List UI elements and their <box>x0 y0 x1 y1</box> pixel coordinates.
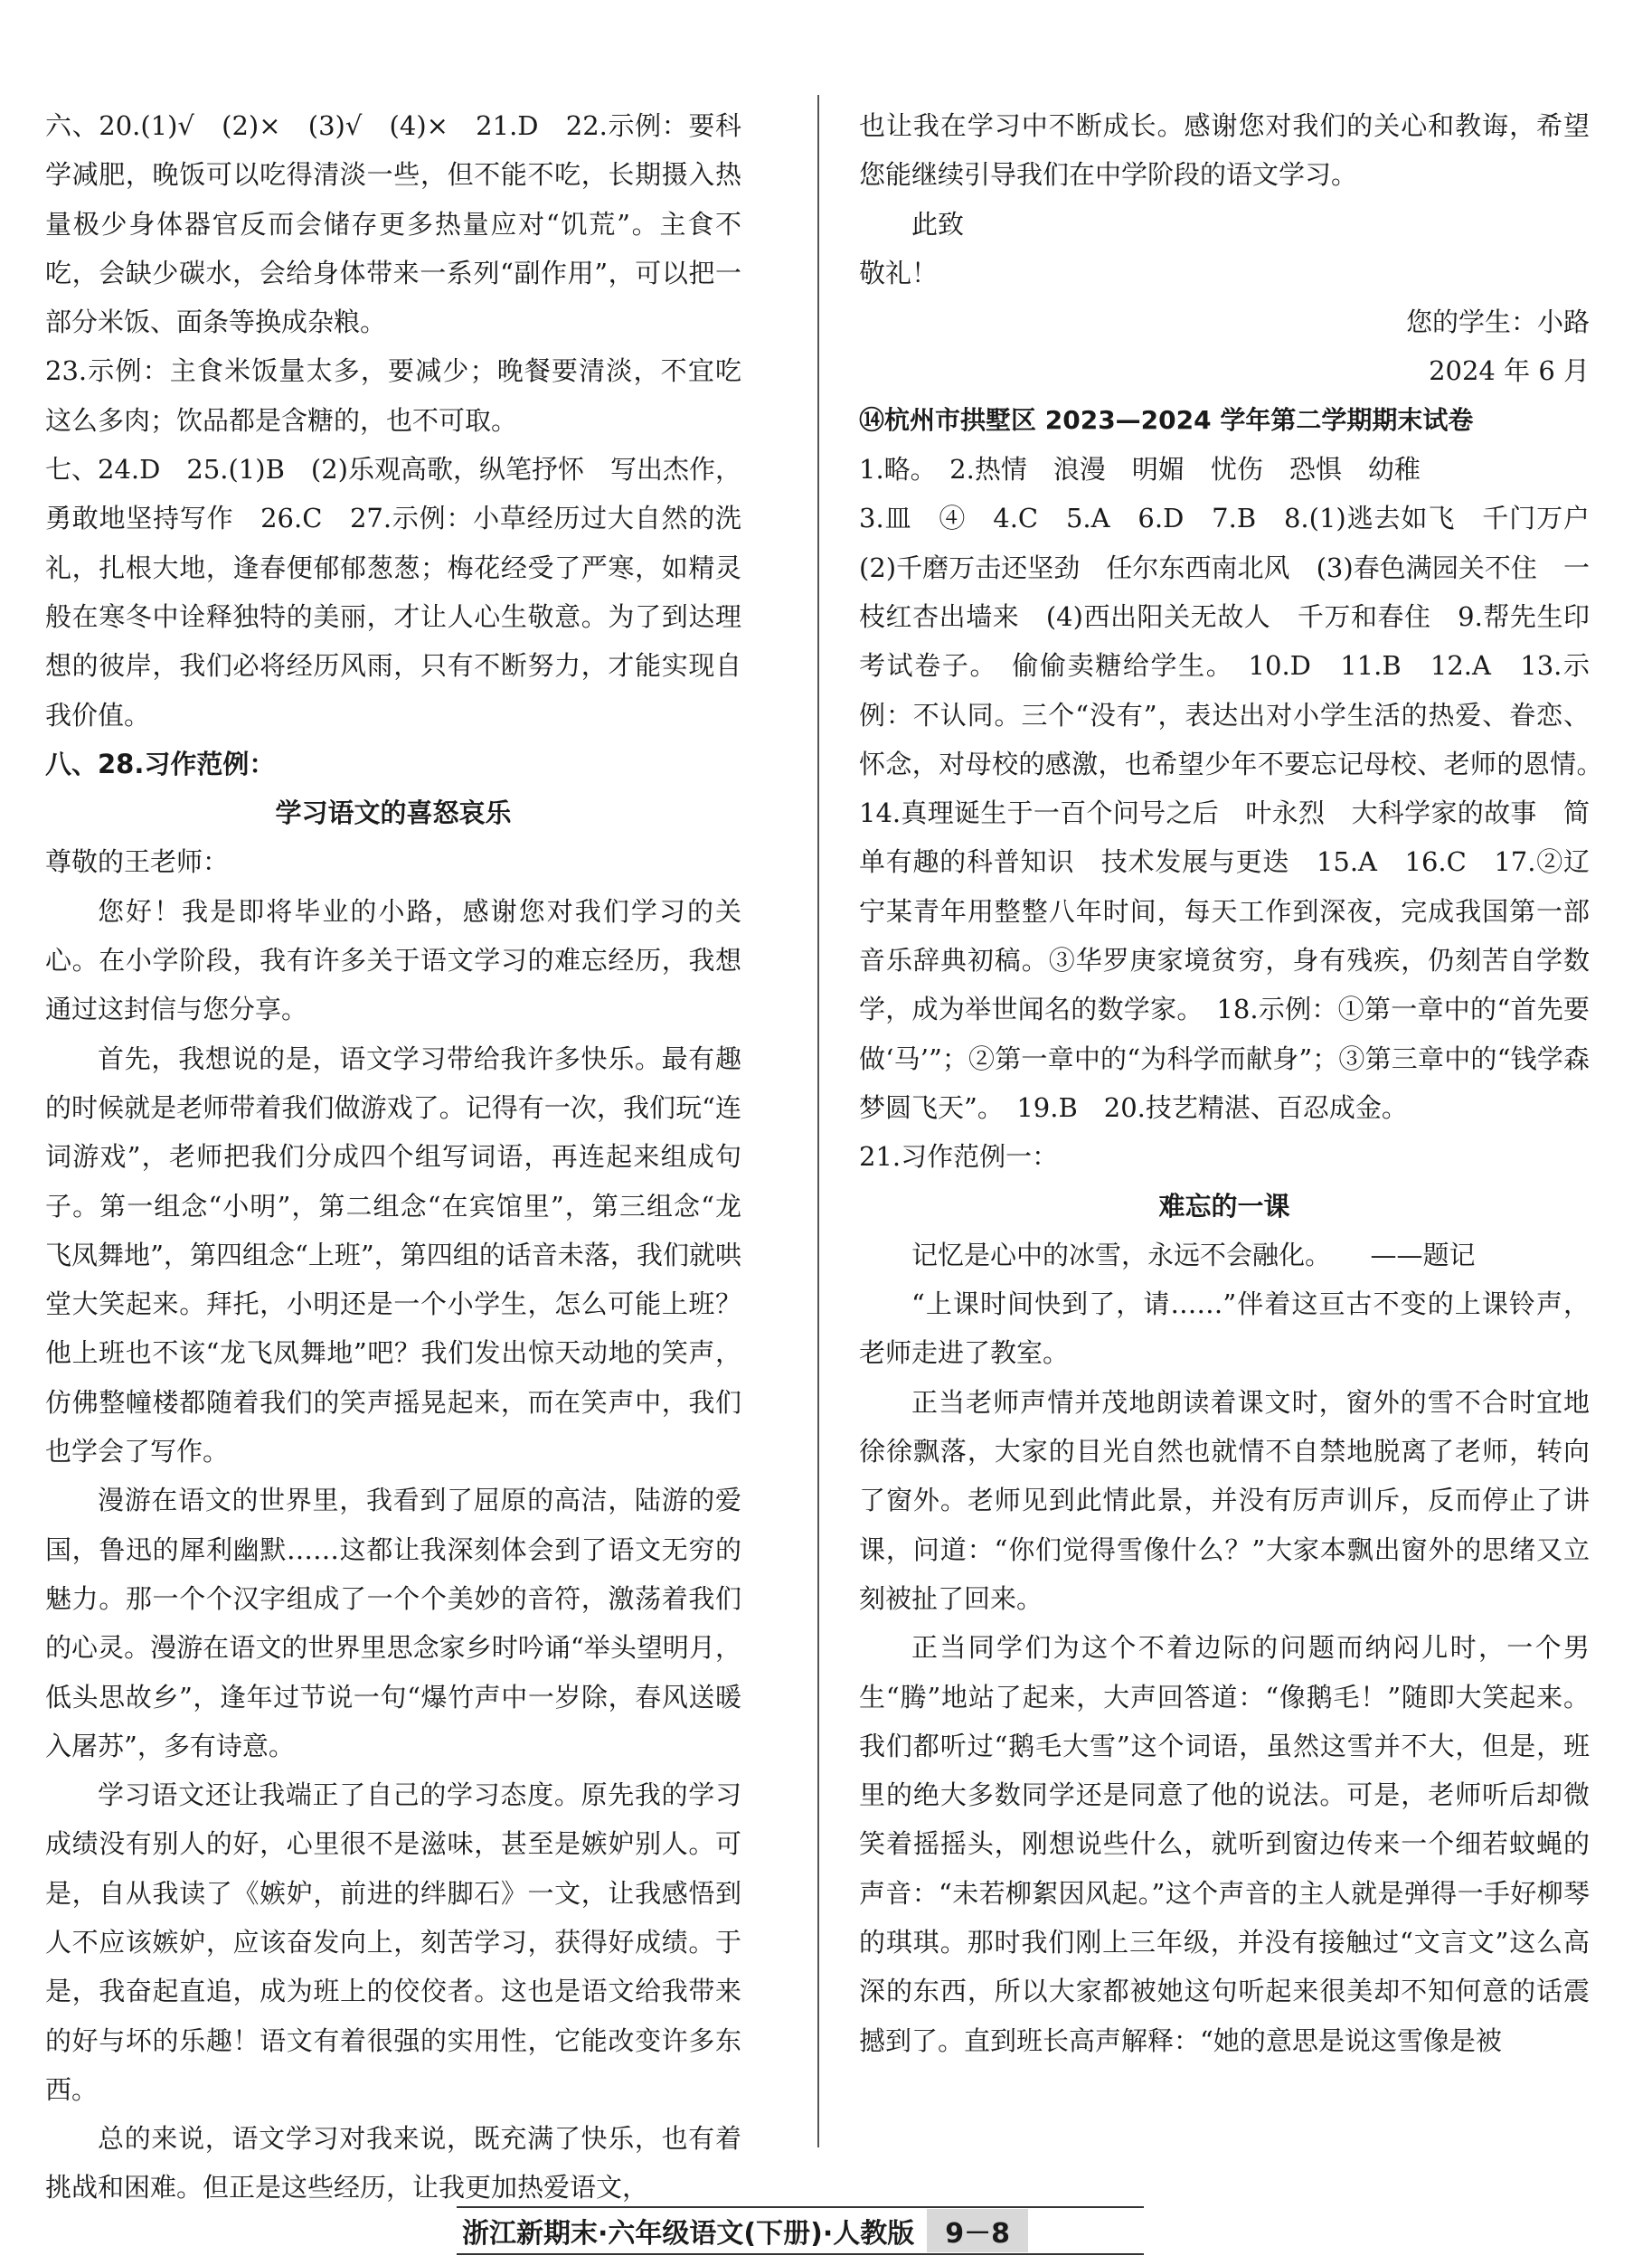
epigraph: 记忆是心中的冰雪，永远不会融化。 ——题记 <box>911 1239 1476 1270</box>
letter-end: 也让我在学习中不断成长。感谢您对我们的关心和教诲，希望您能继续引导我们在中学阶段的语文学习。 <box>859 110 1590 191</box>
answer-line: 1.略。 2.热情 浪漫 明媚 忧伤 恐惧 幼稚 <box>859 454 1421 486</box>
right-column <box>859 101 1617 2065</box>
page-number: 9－8 <box>927 2209 1028 2252</box>
essay-paragraph: 首先，我想说的是，语文学习带给我许多快乐。最有趣的时候就是老师带着我们做游戏了。记得有一次，我们玩“连词游戏”，老师把我们分成四个组写词语，再连起来组成句子。第一组念“小明”，第二组念“在宾馆里”，第三组念“龙飞凤舞地”，第四组念“上班”，第四组的话音未落，我们就哄堂大笑起来。拜托，小明还是一个小学生，怎么可能上班？他上班也不该“龙飞凤舞地”吧？我们发出惊天动地的笑声，仿佛整幢楼都随着我们的笑声摇晃起来，而在笑声中，我们也学会了写作。 <box>45 1043 741 1468</box>
answer-block-6: 六、20.(1)√ (2)× (3)√ (4)× 21.D 22.示例：要科学减肥，晚饭可以吃得清淡一些，但不能不吃，长期摄入热量极少身体器官反而会储存更多热量应对“饥荒”。主食不吃，会缺少碳水，会给身体带来一系列“副作用”，可以把一部分米饭、面条等换成杂粮。 <box>45 110 741 338</box>
exam-title: ⑭杭州市拱墅区 2023—2024 学年第二学期期末试卷 <box>859 404 1474 435</box>
essay-label: 21.习作范例一： <box>859 1141 1059 1173</box>
answer-block-7: 七、24.D 25.(1)B (2)乐观高歌，纵笔抒怀 写出杰作，勇敢地坚持写作 26.C 27.示例：小草经历过大自然的洗礼，扎根大地，逢春便郁郁葱葱；梅花经受了严寒，如精灵般在寒冬中诠释独特的美丽，才让人心生敬意。为了到达理想的彼岸，我们必将经历风雨，只有不断努力，才能实现自我价值。 <box>45 454 741 731</box>
essay-paragraph: “上课时间快到了，请……”伴着这亘古不变的上课铃声，老师走进了教室。 <box>859 1288 1590 1369</box>
essay-paragraph: 学习语文还让我端正了自己的学习态度。原先我的学习成绩没有别人的好，心里很不是滋味，甚至是嫉妒别人。可是，自从我读了《嫉妒，前进的绊脚石》一文，让我感悟到人不应该嫉妒，应该奋发向上，刻苦学习，获得好成绩。于是，我奋起直追，成为班上的佼佼者。这也是语文给我带来的好与坏的乐趣！语文有着很强的实用性，它能改变许多东西。 <box>45 1779 741 2105</box>
letter-date: 2024 年 6 月 <box>1429 355 1590 387</box>
essay-paragraph: 漫游在语文的世界里，我看到了屈原的高洁，陆游的爱国，鲁迅的犀利幽默……这都让我深刻体会到了语文无穷的魅力。那一个个汉字组成了一个个美妙的音符，激荡着我们的心灵。漫游在语文的世界里思念家乡时吟诵“举头望明月，低头思故乡”，逢年过节说一句“爆竹声中一岁除，春风送暖入屠苏”，多有诗意。 <box>45 1485 741 1761</box>
closing-line-2: 敬礼！ <box>859 257 939 288</box>
answer-23: 23.示例：主食米饭量太多，要减少；晚餐要清淡，不宜吃这么多肉；饮品都是含糖的，也不可取。 <box>45 355 741 436</box>
essay-paragraph: 总的来说，语文学习对我来说，既充满了快乐，也有着挑战和困难。但正是这些经历，让我更加热爱语文， <box>45 2123 741 2204</box>
essay-paragraph: 正当老师声情并茂地朗读着课文时，窗外的雪不合时宜地徐徐飘落，大家的目光自然也就情不自禁地脱离了老师，转向了窗外。老师见到此情此景，并没有厉声训斥，反而停止了讲课，问道：“你们觉得雪像什么？”大家本飘出窗外的思绪又立刻被扯了回来。 <box>859 1386 1590 1614</box>
page-footer <box>457 2206 1144 2255</box>
salutation: 尊敬的王老师： <box>45 846 230 878</box>
essay-paragraph: 您好！我是即将毕业的小路，感谢您对我们学习的关心。在小学阶段，我有许多关于语文学习的难忘经历，我想通过这封信与您分享。 <box>45 895 741 1025</box>
essay-paragraph: 正当同学们为这个不着边际的问题而纳闷儿时，一个男生“腾”地站了起来，大声回答道：“像鹅毛！”随即大笑起来。我们都听过“鹅毛大雪”这个词语，虽然这雪并不大，但是，班里的绝大多数同学还是同意了他的说法。可是，老师听后却微笑着摇摇头，刚想说些什么，就听到窗边传来一个细若蚊蝇的声音：“未若柳絮因风起。”这个声音的主人就是弹得一手好柳琴的琪琪。那时我们刚上三年级，并没有接触过“文言文”这么高深的东西，所以大家都被她这句听起来很美却不知何意的话震撼到了。直到班长高声解释：“她的意思是说这雪像是被 <box>859 1632 1590 2056</box>
signature: 您的学生：小路 <box>1405 307 1590 338</box>
essay-title: 学习语文的喜怒哀乐 <box>275 797 512 829</box>
answer-line: 3.皿 ④ 4.C 5.A 6.D 7.B 8.(1)逃去如飞 千门万户 (2)千磨万击还坚劲 任尔东西南北风 (3)春色满园关不住 一枝红杏出墙来 (4)西出阳关无故人 千万和春住 9.帮先生印考试卷子。 偷偷卖糖给学生。 10.D 11.B 12.A 13.示例：不认同。三个“没有”，表达出对小学生活的热爱、眷恋、怀念，对母校的感激，也希望少年不要忘记母校、老师的恩情。 14.真理诞生于一百个问号之后 叶永烈 大科学家的故事 简单有趣的科普知识 技术发展与更迭 15.A 16.C 17.②辽宁某青年用整整八年时间，每天工作到深夜，完成我国第一部音乐辞典初稿。③华罗庚家境贫穷，身有残疾，仍刻苦自学数学，成为举世闻名的数学家。 18.示例：①第一章中的“首先要做‘马’”；②第一章中的“为科学而献身”；③第三章中的“钱学森梦圆飞天”。 19.B 20.技艺精湛、百忍成金。 <box>859 503 1617 1123</box>
essay-label: 八、28.习作范例： <box>45 748 276 779</box>
closing-line-1: 此致 <box>911 208 965 240</box>
footer-title: 浙江新期末·六年级语文(下册)·人教版 <box>462 2218 915 2250</box>
column-divider <box>817 95 819 2147</box>
essay-title: 难忘的一课 <box>1158 1190 1290 1222</box>
left-column <box>45 101 741 2213</box>
